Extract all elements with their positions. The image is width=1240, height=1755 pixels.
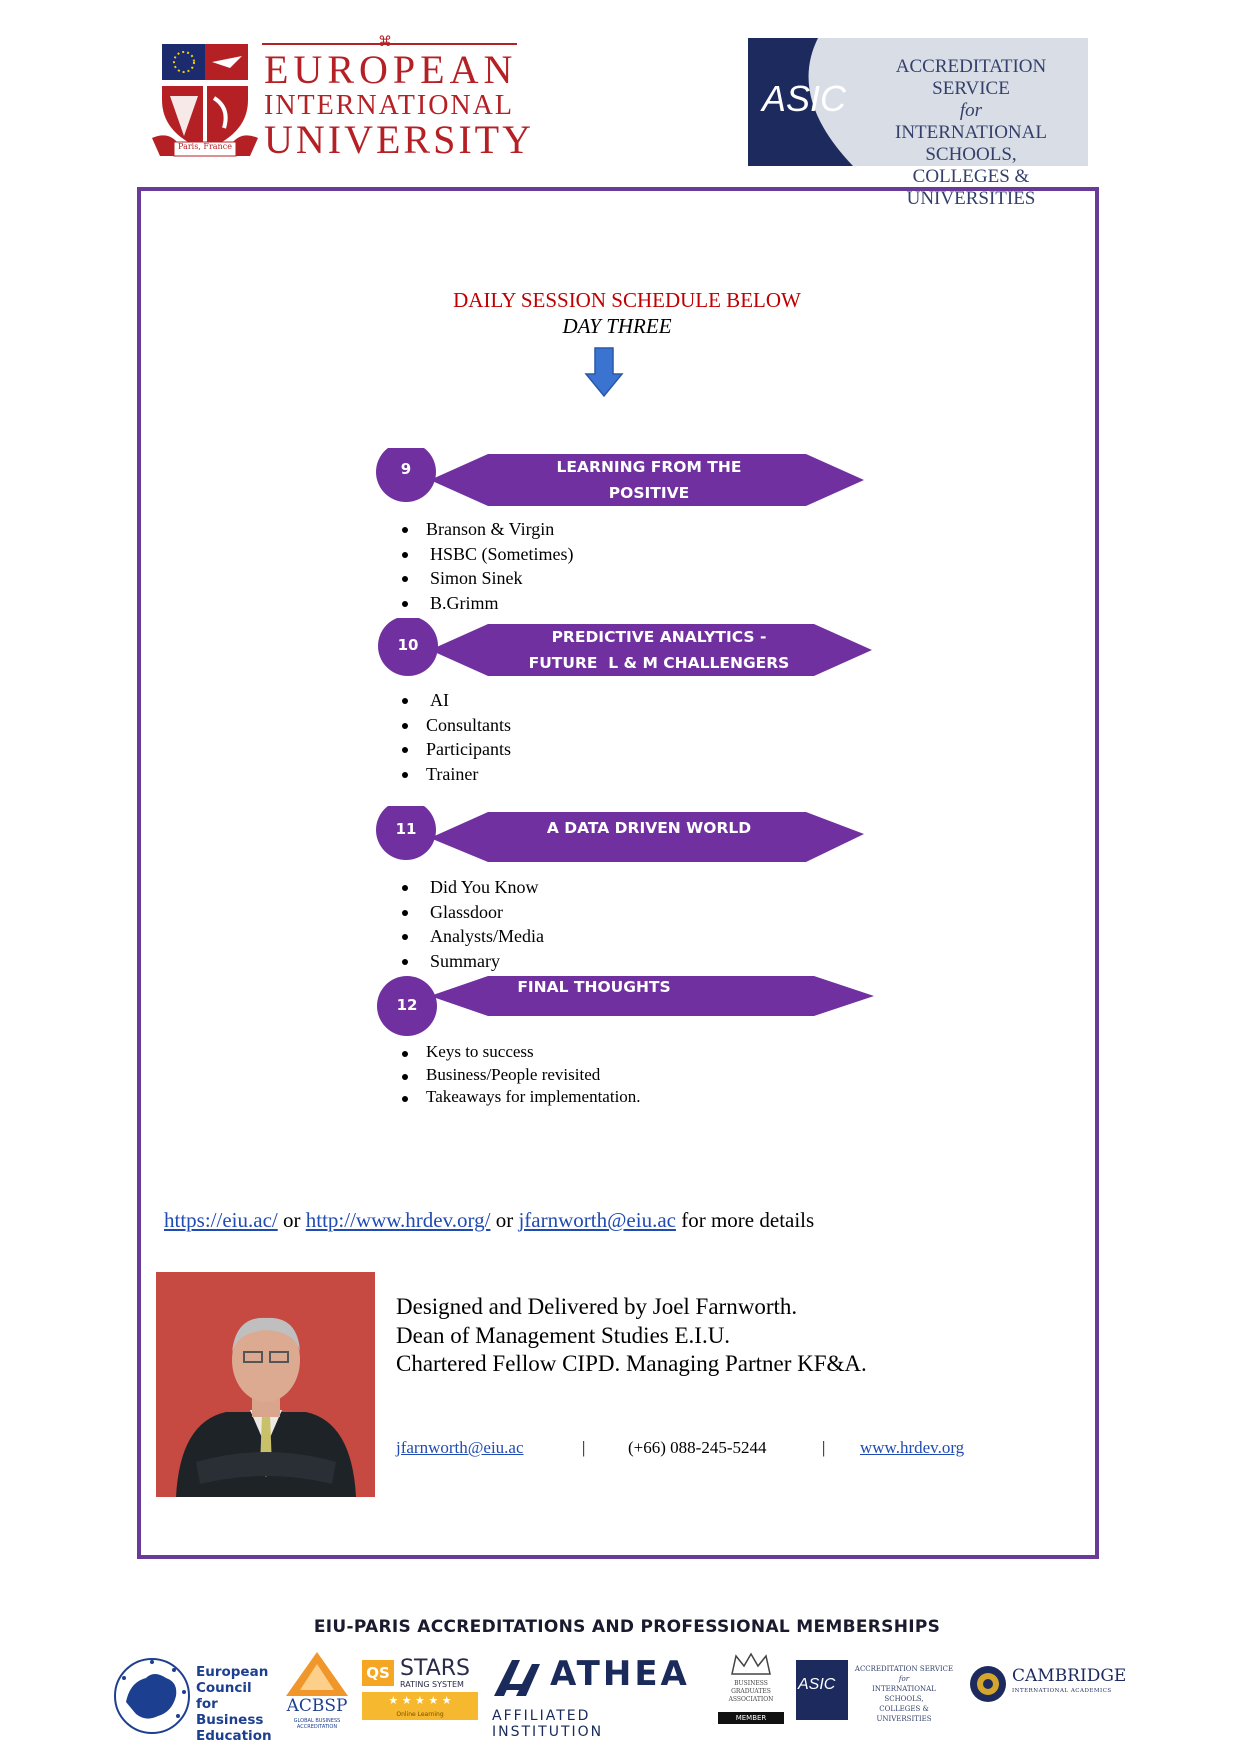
session-9-list: [398, 517, 574, 615]
asic-small-line1: ACCREDITATION SERVICE: [854, 1665, 954, 1673]
bga-logo: [716, 1650, 786, 1740]
asic-logo: [748, 38, 1088, 209]
list-item: Glassdoor: [398, 900, 544, 925]
asic-small-logo: [796, 1660, 956, 1730]
asic-small-line2: for: [898, 1675, 910, 1683]
bio-line3: Chartered Fellow CIPD. Managing Partner KF&A.: [396, 1351, 867, 1376]
contact-divider: |: [822, 1438, 826, 1457]
session-12-number: 12: [396, 996, 418, 1014]
session-10-list: [398, 688, 511, 786]
asic-small-text: [854, 1664, 954, 1724]
asic-line1: ACCREDITATION SERVICE: [895, 56, 1047, 99]
athea-mark-icon: [492, 1658, 544, 1698]
presenter-portrait-icon: [156, 1272, 375, 1497]
europe-map-icon: [112, 1656, 192, 1736]
presenter-bio: [396, 1293, 867, 1379]
session-11-title: A DATA DRIVEN WORLD: [546, 819, 752, 837]
list-item: HSBC (Sometimes): [398, 542, 574, 567]
asic-mark: [748, 38, 853, 166]
session-9-banner: [374, 448, 874, 512]
session-10-title: [514, 624, 804, 676]
cambridge-sub: INTERNATIONAL ACADEMICS: [1012, 1688, 1112, 1694]
asic-small-line3: INTERNATIONAL SCHOOLS,: [872, 1685, 936, 1703]
list-item: Consultants: [398, 713, 511, 738]
schedule-title: DAILY SESSION SCHEDULE BELOW: [453, 288, 801, 312]
session-10-number: 10: [397, 636, 419, 654]
acbsp-sub1: GLOBAL BUSINESS: [293, 1718, 341, 1724]
bga-member-badge: MEMBER: [718, 1712, 784, 1724]
schedule-subtitle: DAY THREE: [562, 314, 672, 338]
list-item: Analysts/Media: [398, 924, 544, 949]
athea-name: ATHEA: [550, 1654, 690, 1694]
session-9-title: [504, 454, 794, 506]
asic-line2: for: [959, 100, 983, 121]
cambridge-logo: [968, 1664, 1132, 1714]
accreditations-title: EIU-PARIS ACCREDITATIONS AND PROFESSIONAL MEMBERSHIPS: [313, 1617, 941, 1637]
bga-line2: GRADUATES: [731, 1688, 771, 1695]
ecbe-line3: Business: [196, 1712, 264, 1728]
contact-email-link[interactable]: jfarnworth@eiu.ac: [396, 1438, 524, 1457]
bga-line1: BUSINESS: [734, 1680, 768, 1687]
acbsp-sub: [282, 1718, 352, 1730]
contact-phone: (+66) 088-245-5244: [628, 1438, 767, 1457]
bga-text: [716, 1680, 786, 1704]
acbsp-triangle-icon: [282, 1650, 352, 1700]
list-item: B.Grimm: [398, 591, 574, 616]
ecbe-line1: European: [196, 1664, 269, 1680]
list-item: Trainer: [398, 762, 511, 787]
session-9-title-line1: LEARNING FROM THE: [556, 458, 742, 476]
session-12-title: FINAL THOUGHTS: [517, 978, 671, 996]
eiu-line3: UNIVERSITY: [264, 117, 534, 162]
qs-name: STARS: [400, 1656, 470, 1681]
cambridge-name: CAMBRIDGE: [1012, 1666, 1127, 1686]
asic-mark-text: ASIC: [762, 78, 847, 119]
asic-line3: INTERNATIONAL SCHOOLS,: [895, 122, 1047, 165]
session-11-number: 11: [395, 820, 417, 838]
links-line: [164, 1208, 814, 1233]
list-item: Takeaways for implementation.: [398, 1086, 641, 1109]
list-item: AI: [398, 688, 511, 713]
cambridge-crest-icon: [968, 1664, 1008, 1704]
list-item: Simon Sinek: [398, 566, 574, 591]
acbsp-logo: [282, 1650, 352, 1740]
list-item: Branson & Virgin: [398, 517, 574, 542]
session-10-title-line2: FUTURE L & M CHALLENGERS: [528, 654, 790, 672]
links-tail: for more details: [681, 1208, 815, 1232]
email-link[interactable]: jfarnworth@eiu.ac: [518, 1208, 676, 1232]
eiu-line1: EUROPEAN: [264, 47, 518, 92]
asic-small-mark-text: ASIC: [798, 1676, 836, 1693]
asic-small-line4: COLLEGES & UNIVERSITIES: [876, 1705, 932, 1723]
eiu-link[interactable]: https://eiu.ac/: [164, 1208, 278, 1232]
ecbe-line2: Council for: [196, 1680, 252, 1712]
session-10-title-line1: PREDICTIVE ANALYTICS -: [551, 628, 767, 646]
eiu-ornament-icon: ⌘: [378, 35, 392, 50]
eiu-seal-text: Paris, France: [178, 142, 232, 151]
ecbe-logo: [112, 1656, 272, 1744]
qs-stars-logo: [362, 1656, 482, 1740]
contact-website-link[interactable]: www.hrdev.org: [860, 1438, 965, 1457]
ecbe-text: [196, 1664, 272, 1744]
bio-line1: Designed and Delivered by Joel Farnworth.: [396, 1294, 798, 1319]
acbsp-sub2: ACCREDITATION: [296, 1724, 338, 1730]
qs-sub: RATING SYSTEM: [400, 1680, 464, 1689]
contact-divider: |: [582, 1438, 586, 1457]
asic-line4: COLLEGES & UNIVERSITIES: [906, 166, 1036, 209]
eiu-logo: [150, 35, 534, 163]
list-item: Business/People revisited: [398, 1064, 641, 1087]
list-item: Keys to success: [398, 1041, 641, 1064]
session-12-list: [398, 1041, 641, 1109]
session-12-banner: [374, 972, 882, 1036]
ecbe-line4: Education: [196, 1728, 272, 1744]
session-11-list: [398, 875, 544, 973]
asic-small-mark: [796, 1660, 848, 1720]
qs-band: Online Learning: [362, 1710, 478, 1720]
crown-icon: [716, 1650, 786, 1680]
list-item: Summary: [398, 949, 544, 974]
list-item: Did You Know: [398, 875, 544, 900]
list-item: Participants: [398, 737, 511, 762]
session-10-banner: [374, 618, 880, 682]
session-9-number: 9: [400, 460, 412, 478]
presenter-photo: [156, 1272, 375, 1497]
links-separator: or: [282, 1208, 301, 1232]
accreditations-row: [112, 1650, 1132, 1744]
qs-stars-rating: ★ ★ ★ ★ ★: [362, 1692, 478, 1710]
acbsp-name: ACBSP: [286, 1696, 348, 1716]
down-arrow-icon: [584, 346, 624, 398]
eiu-line2: INTERNATIONAL: [264, 90, 514, 121]
links-separator: or: [495, 1208, 514, 1232]
hrdev-link[interactable]: http://www.hrdev.org/: [305, 1208, 491, 1232]
qs-mark: QS: [362, 1660, 394, 1686]
eiu-wordmark: [264, 47, 534, 162]
session-9-title-line2: POSITIVE: [608, 484, 690, 502]
bga-line3: ASSOCIATION: [728, 1696, 774, 1703]
athea-logo: [492, 1654, 702, 1740]
session-11-banner: [374, 806, 874, 870]
athea-sub: AFFILIATED INSTITUTION: [492, 1708, 604, 1740]
bio-line2: Dean of Management Studies E.I.U.: [396, 1322, 731, 1348]
